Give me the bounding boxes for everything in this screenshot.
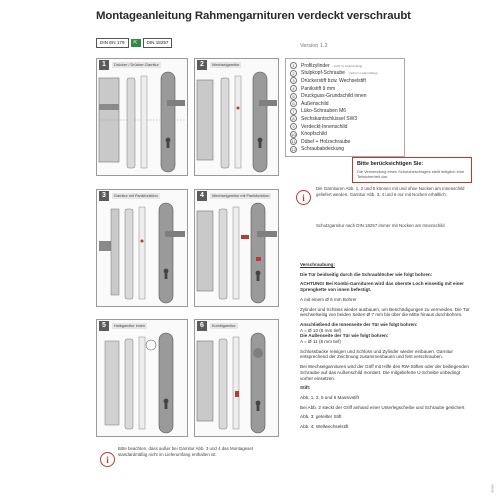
panel-number: 3 bbox=[99, 191, 109, 201]
legend-item: 11 Dübel + Holzschraube bbox=[291, 138, 351, 145]
panel-2 bbox=[194, 58, 279, 176]
hint-title: Bitte berücksichtigen Sie: bbox=[357, 161, 424, 167]
exit-sign-icon: ⇱ bbox=[131, 39, 141, 47]
stift-s1: Abb. 1, 2, 5 und 6 Massivstift bbox=[300, 394, 359, 400]
instructions-p4: Zylinder und Schloss wieder ausbauen, um Beschädigungen zu vermeiden. Die Tür wechselseitig von beiden Seiten Ø 7 mm bis über die Mitte hinaus durchbohren. bbox=[300, 306, 470, 318]
panel-label: Kombigarnitur bbox=[212, 323, 236, 328]
panel-label: Drücker / Drücker-Garnitur bbox=[114, 62, 159, 67]
legend-item: 3 Drückerstift bzw. Wechselstift bbox=[290, 77, 400, 85]
legend-item: 10 Knopfschild bbox=[291, 131, 327, 138]
instructions-text bbox=[300, 262, 470, 434]
document-code: 80086 bbox=[490, 484, 494, 493]
instructions-p5a: Anschließend die Innenseite der Tür wie folgt bohren: bbox=[300, 321, 418, 327]
panel-number: 4 bbox=[197, 191, 207, 201]
handle-set-diagram bbox=[195, 70, 279, 176]
instructions-heading: Verschraubung: bbox=[300, 262, 335, 267]
stift-heading: Stift: bbox=[300, 385, 311, 391]
panel-3 bbox=[96, 189, 188, 307]
legend-item: 6 Außenschild bbox=[290, 100, 400, 108]
legend-item: 5 Druckguss-Grundschild innen bbox=[290, 92, 400, 100]
legend-item: 12 Schraubabdeckung bbox=[291, 146, 345, 153]
instructions-p2: ACHTUNG! Bei Kombi-Garnituren wird das oberste Loch einseitig mit einer Sprengkette von innen befestigt. bbox=[300, 281, 464, 293]
legend-item: 2 Stulpkopf-Schraube (nicht im Lieferumfang) bbox=[290, 70, 400, 78]
handle-set-diagram bbox=[97, 70, 188, 176]
stift-s3: Abb. 3: geteilter Stift bbox=[300, 414, 342, 420]
handle-set-diagram bbox=[195, 331, 279, 437]
version-label: Version 1.2 bbox=[300, 43, 328, 49]
parts-legend bbox=[285, 58, 405, 157]
panel-1 bbox=[96, 58, 188, 176]
instructions-p7: Bei Wechselgarnituren wird der Griff mit Hilfe des RW-Stiftes oder der beiliegenden Schraube auf das Außenschild montiert. Die mitgelieferte U-Scheibe unbedingt vorher einsetzen. bbox=[300, 364, 469, 381]
instructions-p1: Die Tür beidseitig durch die Schraublöcher wie folgt bohren: bbox=[300, 271, 433, 277]
panel-label: Halbgarnitur innen bbox=[114, 323, 146, 328]
instructions-p5b: A = Ø 10 (8 mm tief) bbox=[300, 327, 342, 333]
panel-5 bbox=[96, 319, 188, 437]
legend-item: 9 Verdeckt-Innenschild bbox=[290, 123, 400, 131]
stift-s2: Bei Abb. 2 steckt der Griff anhand einer Unterlegscheibe und Schraube gesichert bbox=[300, 404, 465, 410]
handle-set-diagram bbox=[97, 331, 188, 437]
panel-label: Wechselgarnitur mit Panikfunktion bbox=[212, 193, 270, 198]
instructions-p3: A mit einem Ø 6 mm Bohrer bbox=[300, 296, 357, 302]
hint-box bbox=[352, 157, 472, 183]
panel-6 bbox=[194, 319, 279, 437]
legend-item: 4 Panikstift 9 mm bbox=[290, 85, 400, 93]
hint-text: Die Verwendung eines Schutzbeschlages stellt lediglich eine Teilsicherheit dar. bbox=[357, 169, 465, 179]
instructions-p6: Schlossbacke reinigen und Schloss und Zylinder wieder einbauen. Garnitur entsprechend der Zeichnung zusammenbauen und fest verschrauben. bbox=[300, 348, 453, 360]
legend-item: 1 Profilzylinder (nicht im Lieferumfang) bbox=[290, 62, 400, 70]
norm-badges bbox=[96, 38, 172, 48]
panel-4 bbox=[194, 189, 279, 307]
norm-badge-en179: DIN EN 179 bbox=[96, 38, 129, 48]
panel-number: 6 bbox=[197, 321, 207, 331]
instructions-p5c: Die Außenseite der Tür wie folgt bohren: bbox=[300, 333, 389, 339]
panel-number: 2 bbox=[197, 60, 207, 70]
panel-label: Garnitur mit Panikfunktion bbox=[114, 193, 158, 198]
stift-s4: Abb. 4: Wellwechselstift bbox=[300, 424, 349, 430]
norm-badge-din18257: DIN 18257 bbox=[143, 38, 173, 48]
note-nocken: Die Garnituren Abb. 1, 2 und 5 können mit und ohne Nocken am Innenschild geliefert werden. Garnitur Abb. 3, 4 und 6 nur mit Nocken erhältlich. bbox=[316, 186, 465, 197]
panel-label: Wechselgarnitur bbox=[212, 62, 240, 67]
info-warning-icon: i bbox=[296, 190, 311, 205]
panel-number: 1 bbox=[99, 60, 109, 70]
instructions-p5d: A = Ø 11 (8 mm tief) bbox=[300, 339, 341, 345]
page-title: Montageanleitung Rahmengarnituren verdeckt verschraubt bbox=[96, 10, 411, 22]
panel-number: 5 bbox=[99, 321, 109, 331]
info-warning-icon: i bbox=[100, 452, 115, 467]
handle-set-diagram bbox=[97, 201, 188, 307]
note-din18257: Schutzgarnitur nach DIN 18257 immer mit Nocken am Innenschild bbox=[316, 223, 445, 228]
legend-item: 8 Sechskantschlüssel SW3 bbox=[290, 115, 400, 123]
note-montageset: Bitte beachten, dass außer bei Garnitur Abb. 3 und 4 das Montageset standardmäßig nicht im Lieferumfang enthalten ist. bbox=[118, 446, 253, 457]
legend-item: 7 Lüko-Schrauben M6 bbox=[290, 108, 400, 116]
handle-set-diagram bbox=[195, 201, 279, 307]
